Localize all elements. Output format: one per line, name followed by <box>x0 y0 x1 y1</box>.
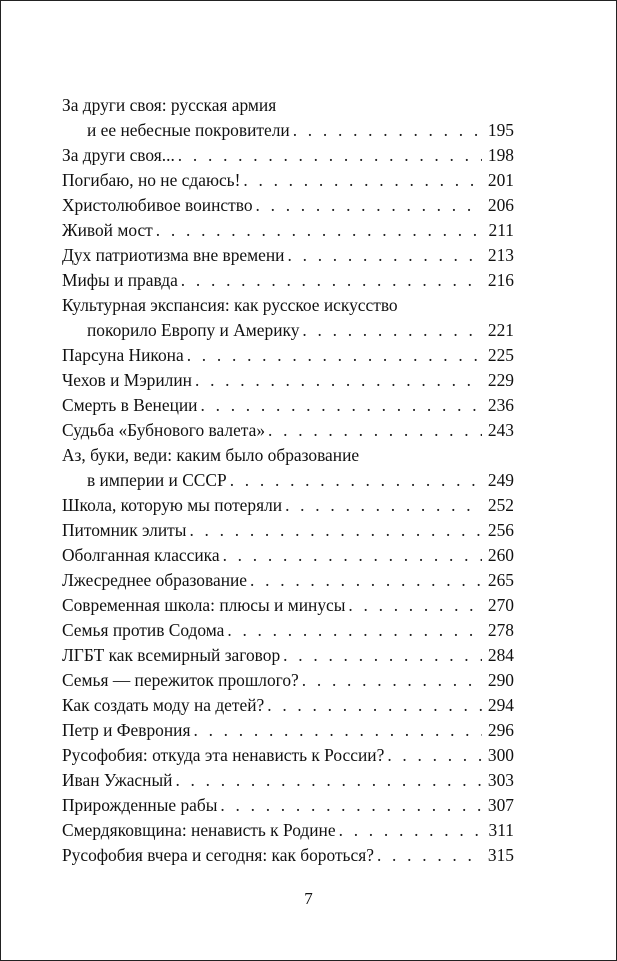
toc-entry-title: Русофобия: откуда эта ненависть к России? <box>62 745 385 765</box>
toc-entry-title: Дух патриотизма вне времени <box>62 245 285 265</box>
toc-entry-row <box>62 393 514 418</box>
dot-leader <box>268 418 482 443</box>
toc-page-number: 198 <box>487 145 514 165</box>
dot-leader <box>288 243 483 268</box>
toc-entry-row <box>62 243 514 268</box>
page-number: 7 <box>304 889 313 908</box>
toc-entry-row <box>62 668 514 693</box>
toc-entry <box>62 493 514 518</box>
toc-entry-row <box>62 718 514 743</box>
toc-entry-row <box>62 218 514 243</box>
toc-entry-title: Семья против Содома <box>62 620 225 640</box>
toc-page-number: 243 <box>487 420 514 440</box>
toc-page-number: 211 <box>488 220 514 240</box>
toc-page-number: 300 <box>487 745 514 765</box>
toc-page-number: 236 <box>487 395 514 415</box>
toc-page-number: 270 <box>487 595 514 615</box>
toc-page-number: 278 <box>487 620 514 640</box>
dot-leader <box>285 493 482 518</box>
toc-entry <box>62 243 514 268</box>
toc-page-number: 256 <box>487 520 514 540</box>
toc-page-number: 225 <box>487 345 514 365</box>
dot-leader <box>302 318 482 343</box>
toc-entry-title: в империи и СССР <box>87 470 227 490</box>
toc-entry <box>62 168 514 193</box>
dot-leader <box>195 368 482 393</box>
dot-leader <box>187 343 482 368</box>
dot-leader <box>283 643 482 668</box>
dot-leader <box>230 468 482 493</box>
toc-entry <box>62 418 514 443</box>
dot-leader <box>267 693 482 718</box>
dot-leader <box>348 593 482 618</box>
toc-entry-row <box>62 418 514 443</box>
toc-page-number: 216 <box>487 270 514 290</box>
dot-leader <box>256 193 482 218</box>
toc-entry <box>62 268 514 293</box>
dot-leader <box>178 143 482 168</box>
toc-entry <box>62 818 514 843</box>
toc-page-number: 265 <box>487 570 514 590</box>
toc-entry-title: Как создать моду на детей? <box>62 695 265 715</box>
toc-page-number: 213 <box>487 245 514 265</box>
toc-entry <box>62 668 514 693</box>
toc-entry-row <box>62 818 514 843</box>
dot-leader <box>339 818 482 843</box>
toc-entry <box>62 793 514 818</box>
toc-entry-title: Семья — пережиток прошлого? <box>62 670 299 690</box>
toc-entry-title: Иван Ужасный <box>62 770 173 790</box>
toc-entry <box>62 693 514 718</box>
dot-leader <box>243 168 482 193</box>
dot-leader <box>175 768 482 793</box>
toc-entry <box>62 743 514 768</box>
toc-entry-title: ЛГБТ как всемирный заговор <box>62 645 281 665</box>
toc-entry-title: За други своя... <box>62 145 175 165</box>
toc-entry-row <box>62 118 514 143</box>
toc-page-number: 229 <box>487 370 514 390</box>
dot-leader <box>293 118 482 143</box>
dot-leader <box>250 568 482 593</box>
toc-entry-row <box>62 593 514 618</box>
toc-entry-title: Питомник элиты <box>62 520 187 540</box>
toc-entry <box>62 568 514 593</box>
dot-leader <box>302 668 482 693</box>
toc-entry-row <box>62 743 514 768</box>
dot-leader <box>189 518 482 543</box>
toc-page-number: 294 <box>487 695 514 715</box>
toc-entry-title: Лжесреднее образование <box>62 570 248 590</box>
toc-entry <box>62 593 514 618</box>
toc-entry-title: покорило Европу и Америку <box>87 320 300 340</box>
table-of-contents <box>62 93 514 868</box>
toc-page-number: 221 <box>487 320 514 340</box>
toc-page-number: 315 <box>487 845 514 865</box>
toc-entry <box>62 843 514 868</box>
toc-entry-title-line: За други своя: русская армия <box>62 95 277 115</box>
toc-entry-row <box>62 843 514 868</box>
toc-entry <box>62 618 514 643</box>
toc-entry <box>62 718 514 743</box>
toc-entry-title: Живой мост <box>62 220 153 240</box>
toc-entry <box>62 193 514 218</box>
toc-entry-title: Петр и Феврония <box>62 720 191 740</box>
toc-page-number: 303 <box>487 770 514 790</box>
toc-entry-title-line: Аз, буки, веди: каким было образование <box>62 445 360 465</box>
toc-entry-title: Прирожденные рабы <box>62 795 218 815</box>
toc-entry-row <box>62 343 514 368</box>
toc-entry-title: Русофобия вчера и сегодня: как бороться? <box>62 845 374 865</box>
toc-entry <box>62 443 514 493</box>
dot-leader <box>156 218 482 243</box>
toc-entry-row <box>62 568 514 593</box>
dot-leader <box>193 718 482 743</box>
toc-page-number: 201 <box>487 170 514 190</box>
dot-leader <box>220 793 482 818</box>
toc-entry <box>62 218 514 243</box>
dot-leader <box>223 543 482 568</box>
toc-entry-row <box>62 468 514 493</box>
toc-entry-row <box>62 318 514 343</box>
toc-page-number: 195 <box>487 120 514 140</box>
toc-entry <box>62 643 514 668</box>
toc-page-number: 206 <box>487 195 514 215</box>
toc-entry-title: Парсуна Никона <box>62 345 184 365</box>
toc-entry <box>62 343 514 368</box>
toc-entry-row <box>62 493 514 518</box>
dot-leader <box>181 268 482 293</box>
toc-entry-title: Погибаю, но не сдаюсь! <box>62 170 241 190</box>
toc-page-number: 311 <box>488 820 514 840</box>
toc-entry <box>62 143 514 168</box>
toc-entry-title: Чехов и Мэрилин <box>62 370 192 390</box>
toc-page-number: 290 <box>487 670 514 690</box>
toc-entry <box>62 393 514 418</box>
toc-entry-row <box>62 768 514 793</box>
toc-entry-row <box>62 693 514 718</box>
toc-entry-title: Смерть в Венеции <box>62 395 198 415</box>
toc-entry-row <box>62 518 514 543</box>
toc-entry-row <box>62 643 514 668</box>
toc-entry-row <box>62 368 514 393</box>
toc-entry <box>62 293 514 343</box>
toc-page-number: 260 <box>487 545 514 565</box>
toc-page-number: 284 <box>487 645 514 665</box>
dot-leader <box>387 743 482 768</box>
toc-entry <box>62 368 514 393</box>
toc-entry-title-line: Культурная экспансия: как русское искусство <box>62 295 398 315</box>
toc-entry <box>62 768 514 793</box>
toc-entry-row <box>62 268 514 293</box>
toc-page-number: 252 <box>487 495 514 515</box>
toc-entry-title: Оболганная классика <box>62 545 220 565</box>
toc-page-number: 296 <box>487 720 514 740</box>
toc-entry-row <box>62 168 514 193</box>
toc-entry-row <box>62 793 514 818</box>
dot-leader <box>377 843 482 868</box>
toc-entry-title: и ее небесные покровители <box>87 120 290 140</box>
toc-entry <box>62 543 514 568</box>
toc-entry-title: Современная школа: плюсы и минусы <box>62 595 346 615</box>
toc-page-number: 307 <box>487 795 514 815</box>
toc-entry-row <box>62 543 514 568</box>
toc-entry-row <box>62 618 514 643</box>
toc-entry-title: Школа, которую мы потеряли <box>62 495 283 515</box>
toc-page-number: 249 <box>487 470 514 490</box>
toc-entry <box>62 93 514 143</box>
toc-entry-title: Мифы и правда <box>62 270 178 290</box>
toc-entry-title: Смердяковщина: ненависть к Родине <box>62 820 336 840</box>
dot-leader <box>227 618 482 643</box>
dot-leader <box>201 393 483 418</box>
toc-entry <box>62 518 514 543</box>
toc-entry-title: Судьба «Бубнового валета» <box>62 420 266 440</box>
toc-entry-row <box>62 193 514 218</box>
toc-entry-title: Христолюбивое воинство <box>62 195 253 215</box>
toc-entry-row <box>62 143 514 168</box>
